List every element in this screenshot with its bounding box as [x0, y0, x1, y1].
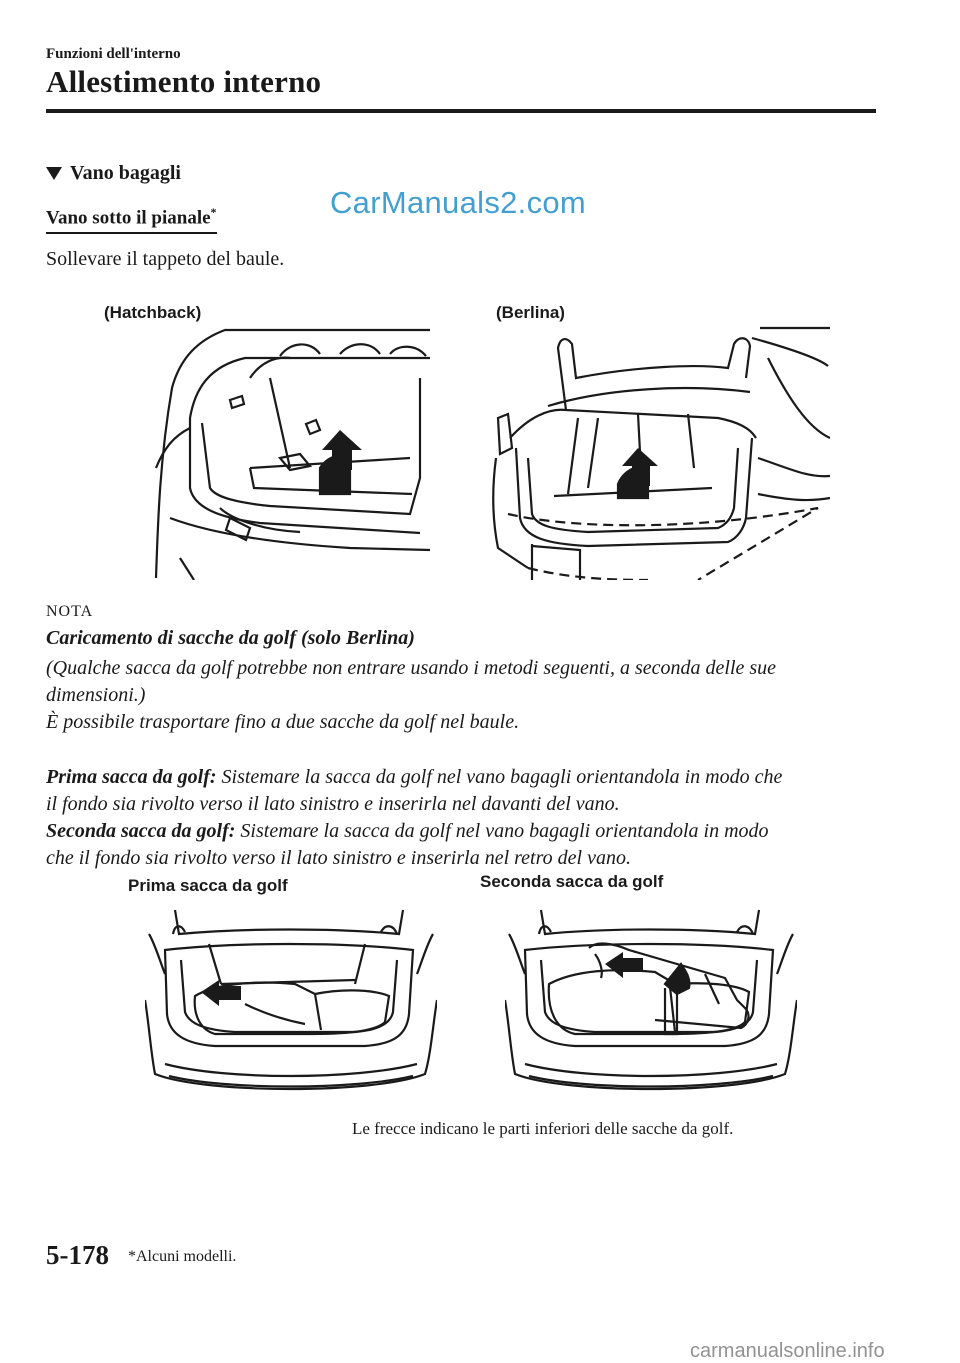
header-divider — [46, 109, 876, 113]
footnote: *Alcuni modelli. — [128, 1248, 237, 1265]
section-heading — [46, 162, 181, 185]
footnote-mark: * — [210, 205, 217, 219]
page-title: Allestimento interno — [46, 64, 322, 99]
second-bag-text: Sistemare la sacca da golf nel vano bagagli orientandola in modo — [235, 820, 769, 842]
first-golf-bag-illustration — [145, 904, 437, 1104]
instruction-text: Sollevare il tappeto del baule. — [46, 248, 285, 270]
nota-line-1: (Qualche sacca da golf potrebbe non entrare usando i metodi seguenti, a seconda delle sue — [46, 657, 777, 679]
second-golf-bag-illustration — [505, 904, 797, 1104]
hatchback-label: (Hatchback) — [104, 303, 202, 322]
figure-caption: Le frecce indicano le parti inferiori delle sacche da golf. — [352, 1119, 734, 1138]
nota-second-bag — [46, 818, 876, 845]
nota-line-2: dimensioni.) — [46, 684, 146, 706]
nota-title: NOTA — [46, 603, 94, 620]
berlina-illustration — [488, 318, 830, 580]
hatchback-illustration — [150, 318, 432, 580]
subsection-heading — [46, 205, 217, 234]
section-heading-text: Vano bagagli — [70, 162, 181, 184]
first-bag-label: Prima sacca da golf: — [46, 766, 217, 788]
nota-line-3: È possibile trasportare fino a due sacche da golf nel baule. — [46, 711, 520, 733]
nota-first-bag — [46, 764, 876, 791]
nota-heading: Caricamento di sacche da golf (solo Berlina) — [46, 627, 415, 649]
nota-first-bag-2: il fondo sia rivolto verso il lato sinistro e inserirla nel davanti del vano. — [46, 793, 620, 815]
nota-second-bag-2: che il fondo sia rivolto verso il lato sinistro e inserirla nel retro del vano. — [46, 847, 631, 869]
triangle-bullet-icon — [46, 167, 62, 180]
first-bag-figure-label: Prima sacca da golf — [128, 876, 288, 895]
berlina-label: (Berlina) — [496, 303, 565, 322]
watermark-top: CarManuals2.com — [330, 185, 587, 220]
watermark-bottom: carmanualsonline.info — [690, 1340, 885, 1362]
first-bag-text: Sistemare la sacca da golf nel vano bagagli orientandola in modo che — [216, 766, 783, 788]
page-number: 5-178 — [46, 1240, 109, 1270]
second-bag-label: Seconda sacca da golf: — [46, 820, 236, 842]
second-bag-figure-label: Seconda sacca da golf — [480, 872, 664, 891]
subsection-heading-text: Vano sotto il pianale — [46, 207, 211, 229]
chapter-label: Funzioni dell'interno — [46, 46, 181, 62]
